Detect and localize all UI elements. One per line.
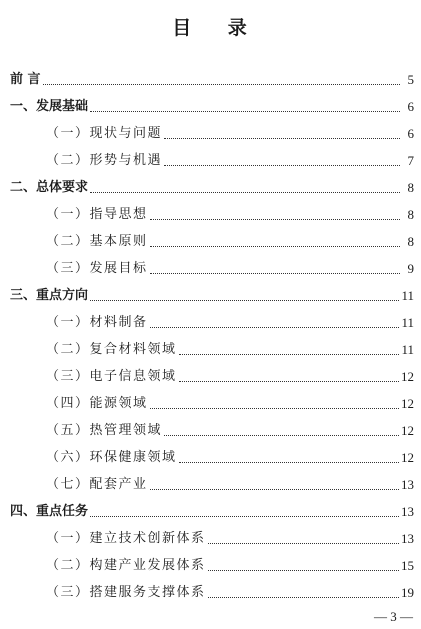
- toc-entry[interactable]: [10, 174, 414, 196]
- toc-entry-page: 11: [401, 315, 414, 330]
- toc-entry-label: （三）搭建服务支撑体系: [46, 585, 206, 600]
- toc-entry[interactable]: [46, 201, 414, 223]
- toc-entry-label: （三）发展目标: [46, 261, 148, 276]
- toc-entry-page: 8: [407, 207, 414, 222]
- toc-leader: [150, 272, 400, 274]
- toc-entry-label: 二、总体要求: [10, 180, 89, 195]
- toc-entry-label: （二）复合材料领域: [46, 342, 177, 357]
- toc-entry[interactable]: [46, 525, 414, 547]
- toc-entry-label: （二）形势与机遇: [46, 153, 163, 168]
- toc-leader: [90, 515, 399, 517]
- toc-entry[interactable]: [46, 255, 414, 277]
- toc-leader: [179, 353, 400, 355]
- toc-entry-page: 13: [401, 531, 414, 546]
- toc-entry-page: 8: [407, 180, 414, 195]
- toc-entry[interactable]: [46, 363, 414, 385]
- toc-entry-page: 13: [401, 477, 414, 492]
- toc-leader: [164, 434, 399, 436]
- toc-leader: [43, 83, 400, 85]
- toc-entry[interactable]: [10, 498, 414, 520]
- toc-entry[interactable]: [10, 66, 414, 88]
- toc-entry[interactable]: [46, 444, 414, 466]
- toc-entry-page: 11: [401, 342, 414, 357]
- toc-leader: [179, 380, 399, 382]
- toc-entry-page: 12: [401, 369, 414, 384]
- toc-leader: [150, 488, 399, 490]
- toc-entry[interactable]: [46, 471, 414, 493]
- toc-entry-label: （三）电子信息领域: [46, 369, 177, 384]
- toc-entry-label: （七）配套产业: [46, 477, 148, 492]
- page-title: 目 录: [172, 17, 249, 39]
- page-number-footer: — 3 —: [374, 609, 413, 624]
- toc-leader: [179, 461, 399, 463]
- toc-entry[interactable]: [46, 228, 414, 250]
- toc-entry-label: （一）现状与问题: [46, 126, 163, 141]
- toc-entry-page: 12: [401, 450, 414, 465]
- toc-entry-label: （一）指导思想: [46, 207, 148, 222]
- toc-leader: [208, 596, 399, 598]
- toc-entry[interactable]: [46, 309, 414, 331]
- toc-entry[interactable]: [46, 579, 414, 601]
- toc-entry[interactable]: [46, 390, 414, 412]
- toc-entry-page: 12: [401, 396, 414, 411]
- toc-leader: [90, 299, 399, 301]
- toc-entry-page: 5: [407, 72, 414, 87]
- toc-leader: [90, 191, 400, 193]
- toc-entry-label: （五）热管理领域: [46, 423, 163, 438]
- toc-entry[interactable]: [46, 147, 414, 169]
- toc-entry[interactable]: [46, 120, 414, 142]
- toc-leader: [90, 110, 400, 112]
- toc-entry-page: 6: [407, 99, 414, 114]
- toc-leader: [150, 407, 399, 409]
- toc-entry[interactable]: [10, 282, 414, 304]
- toc-entry-label: （四）能源领域: [46, 396, 148, 411]
- toc-leader: [150, 245, 400, 247]
- toc-leader: [208, 569, 399, 571]
- toc-leader: [150, 218, 400, 220]
- toc-entry-label: 一、发展基础: [10, 99, 89, 114]
- toc-entry[interactable]: [46, 552, 414, 574]
- toc-leader: [208, 542, 399, 544]
- toc-entry-label: 前 言: [10, 72, 41, 87]
- toc-entry[interactable]: [10, 93, 414, 115]
- toc-entry-page: 9: [407, 261, 414, 276]
- toc-entry-page: 7: [407, 153, 414, 168]
- toc-entry-label: 三、重点方向: [10, 288, 89, 303]
- toc-entry-page: 11: [401, 288, 414, 303]
- toc-entry-label: （二）基本原则: [46, 234, 148, 249]
- toc-entry-page: 19: [401, 585, 414, 600]
- toc-entry-page: 8: [407, 234, 414, 249]
- toc-entry-page: 6: [407, 126, 414, 141]
- toc-entry-page: 13: [401, 504, 414, 519]
- toc-leader: [164, 164, 400, 166]
- toc-leader: [150, 326, 400, 328]
- toc-entry[interactable]: [46, 417, 414, 439]
- toc-entry-label: 四、重点任务: [10, 504, 89, 519]
- toc-entry-label: （二）构建产业发展体系: [46, 558, 206, 573]
- toc-entry-page: 12: [401, 423, 414, 438]
- toc-entry-page: 15: [401, 558, 414, 573]
- toc-entry-label: （一）材料制备: [46, 315, 148, 330]
- toc-leader: [164, 137, 400, 139]
- toc-entry-label: （一）建立技术创新体系: [46, 531, 206, 546]
- toc-entry-label: （六）环保健康领域: [46, 450, 177, 465]
- toc-entry[interactable]: [46, 336, 414, 358]
